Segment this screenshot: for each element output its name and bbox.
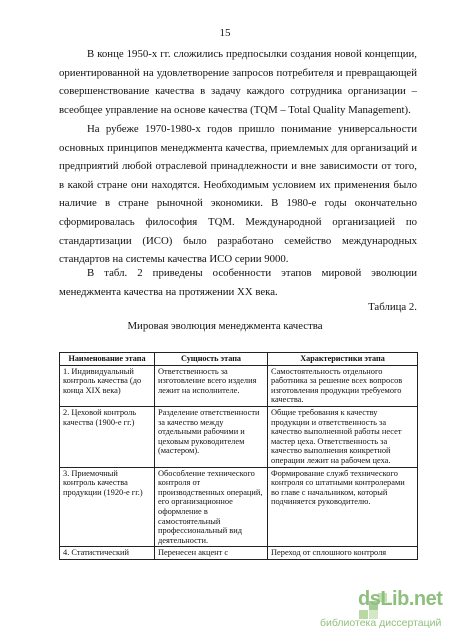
- table-cell: Общие требования к качеству продукции и ответственность за качество выполненной работы несет мастер цеха. Ответственность за качество выполнения конкретной операции лежит на рабочем цеха.: [268, 406, 418, 467]
- table-row: [60, 467, 418, 547]
- paragraph-1: В конце 1950-х гг. сложились предпосылки создания новой концепции, ориентированной на удовлетворение запросов потребителя и превращающей совершенствование качества в задачу каждого сотрудника организации – всеобщее управление на основе качества (TQM – Total Quality Management).: [59, 48, 417, 116]
- table-cell: Перенесен акцент с: [155, 547, 268, 560]
- table-cell: Формирование служб технического контроля со штатными контролерами во главе с начальником, который подчиняется руководителю.: [268, 467, 418, 547]
- table-title: Мировая эволюция менеджмента качества: [127, 320, 323, 332]
- header-stage-characteristics: Характеристики этапа: [268, 353, 418, 366]
- paragraph-3: В табл. 2 приведены особенности этапов мировой эволюции менеджмента качества на протяжении XX века.: [59, 267, 417, 298]
- table-cell: 1. Индивидуальный контроль качества (до конца XIX века): [60, 365, 155, 406]
- table-caption: Таблица 2.: [368, 301, 417, 313]
- table-cell: 3. Приемочный контроль качества продукции (1920-е гг.): [60, 467, 155, 547]
- table-cell: Обособление технического контроля от производственных операций, его организационное оформление в самостоятельный профессиональный вид деятельности.: [155, 467, 268, 547]
- table-cell: Самостоятельность отдельного работника за решение всех вопросов изготовления продукции требуемого качества.: [268, 365, 418, 406]
- evolution-table: [59, 352, 418, 560]
- watermark-title: dsLib.net: [358, 588, 443, 610]
- table-header-row: [60, 353, 418, 366]
- paragraph-2: На рубеже 1970-1980-х годов пришло понимание универсальности основных принципов менеджмента качества, приемлемых для организаций и предприятий любой отраслевой принадлежности и вне зависимости от того, в какой стране они находятся. Необходимым условием их применения было наличие в стране рыночной экономики. В 1980-е годы окончательно сформировалась философия TQM. Международной организацией по стандартизации (ИСО) было разработано семейство международных стандартов на системы качества ИСО серии 9000.: [59, 123, 417, 266]
- table-cell: 2. Цеховой контроль качества (1900-е гг.): [60, 406, 155, 467]
- watermark: [300, 588, 450, 637]
- watermark-subtitle: библиотека диссертаций: [320, 617, 442, 629]
- table-row: [60, 547, 418, 560]
- table-row: [60, 406, 418, 467]
- header-stage-name: Наименование этапа: [60, 353, 155, 366]
- table-row: [60, 365, 418, 406]
- table-cell: Ответственность за изготовление всего изделия лежит на исполнителе.: [155, 365, 268, 406]
- table-cell: Переход от сплошного контроля: [268, 547, 418, 560]
- header-stage-essence: Сущность этапа: [155, 353, 268, 366]
- table-cell: Разделение ответственности за качество между отдельными рабочими и цеховым руководителем (мастером).: [155, 406, 268, 467]
- page-number: 15: [219, 27, 231, 39]
- table-cell: 4. Статистический: [60, 547, 155, 560]
